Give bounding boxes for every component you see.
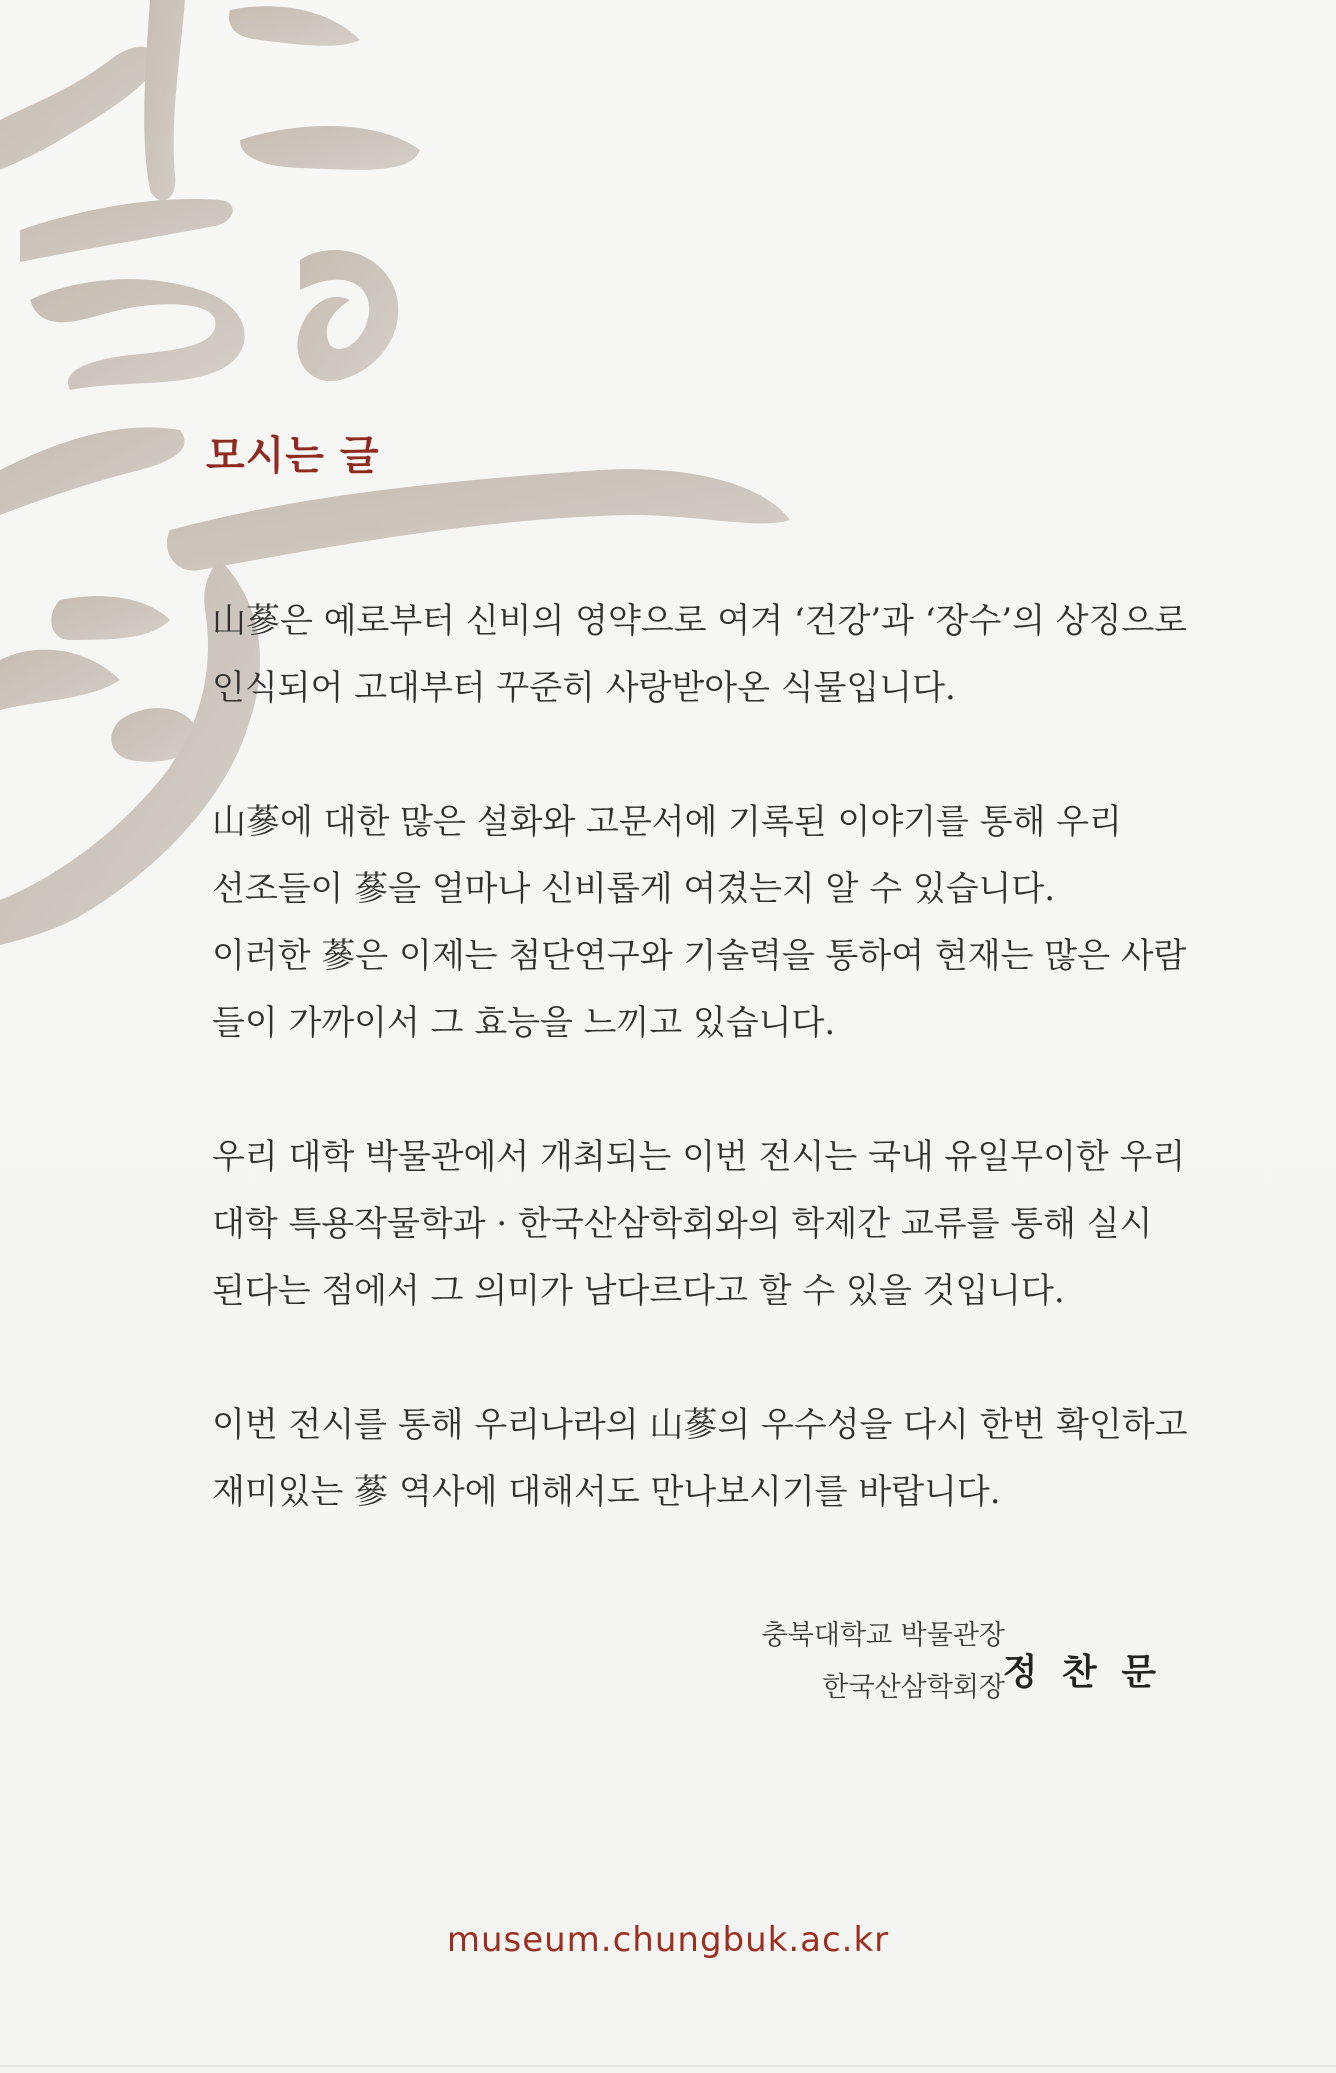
signature-title-society: 한국산삼학회장 <box>822 1672 1005 1703</box>
paragraph-line: 山蔘에 대한 많은 설화와 고문서에 기록된 이야기를 통해 우리 <box>212 802 1122 842</box>
paragraph-line: 인식되어 고대부터 꾸준히 사랑받아온 식물입니다. <box>212 668 956 708</box>
paragraph-line: 된다는 점에서 그 의미가 남다르다고 할 수 있을 것입니다. <box>212 1271 1065 1311</box>
paragraph-line: 선조들이 蔘을 얼마나 신비롭게 여겼는지 알 수 있습니다. <box>212 869 1056 909</box>
signature-block <box>700 1610 1170 1720</box>
museum-url[interactable]: museum.chungbuk.ac.kr <box>446 1920 890 1960</box>
signature-title-museum: 충북대학교 박물관장 <box>761 1620 1005 1651</box>
paragraph-3 <box>212 1124 1186 1325</box>
paragraph-2 <box>212 789 1187 1057</box>
paragraph-line: 재미있는 蔘 역사에 대해서도 만나보시기를 바랍니다. <box>212 1472 1001 1512</box>
paragraph-line: 이러한 蔘은 이제는 첨단연구와 기술력을 통하여 현재는 많은 사람 <box>212 936 1187 976</box>
paragraph-1 <box>212 588 1188 722</box>
signature-name: 정 찬 문 <box>1002 1652 1162 1693</box>
paragraph-4 <box>212 1392 1188 1526</box>
paragraph-line: 우리 대학 박물관에서 개최되는 이번 전시는 국내 유일무이한 우리 <box>212 1137 1186 1177</box>
paragraph-line: 대학 특용작물학과 · 한국산삼학회와의 학제간 교류를 통해 실시 <box>212 1204 1153 1244</box>
letter-body <box>212 588 1188 1526</box>
signature-titles <box>762 1610 1005 1714</box>
page-heading: 모시는 글 <box>206 433 380 479</box>
paragraph-line: 山蔘은 예로부터 신비의 영약으로 여겨 ‘건강’과 ‘장수’의 상징으로 <box>212 601 1188 641</box>
paragraph-line: 이번 전시를 통해 우리나라의 山蔘의 우수성을 다시 한번 확인하고 <box>212 1405 1188 1445</box>
page-edge <box>0 2065 1336 2067</box>
paragraph-line: 들이 가까이서 그 효능을 느끼고 있습니다. <box>212 1003 836 1043</box>
